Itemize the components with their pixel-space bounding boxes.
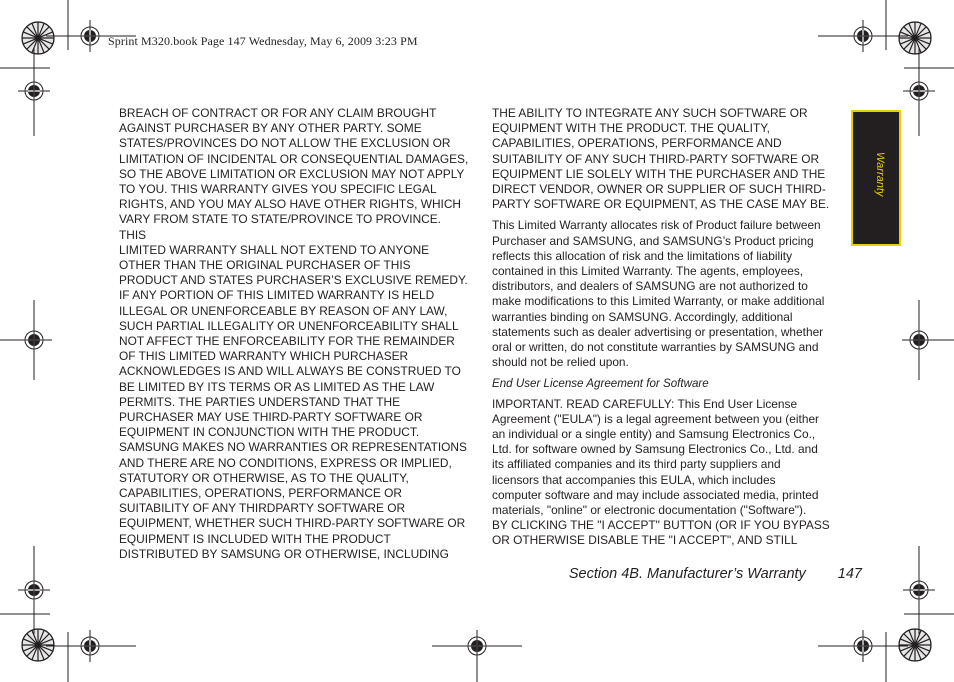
text-line: licensors that accompanies this EULA, which includes: [492, 472, 776, 487]
text-line: NOT AFFECT THE ENFORCEABILITY FOR THE REMAINDER: [119, 334, 455, 349]
text-line: OR OTHERWISE DISABLE THE "I ACCEPT", AND STILL: [492, 533, 798, 548]
text-line: EQUIPMENT LIE SOLELY WITH THE PURCHASER AND THE: [492, 166, 826, 181]
text-line: PERMITS. THE PARTIES UNDERSTAND THAT THE: [119, 394, 401, 409]
left-column: [119, 106, 471, 562]
paragraph-eula: [492, 397, 844, 549]
right-column: [492, 106, 844, 555]
text-line: IF ANY PORTION OF THIS LIMITED WARRANTY IS HELD: [119, 288, 435, 303]
text-line: make modifications to this Limited Warranty, or make additional: [492, 294, 825, 309]
text-line: AND THERE ARE NO CONDITIONS, EXPRESS OR IMPLIED,: [119, 455, 452, 470]
text-line: an individual or a single entity) and Samsung Electronics Co.,: [492, 427, 816, 442]
text-line: LIMITATION OF INCIDENTAL OR CONSEQUENTIAL DAMAGES,: [119, 151, 469, 166]
text-line: computer software and may include associated media, printed: [492, 487, 819, 502]
text-line: SO THE ABOVE LIMITATION OR EXCLUSION MAY NOT APPLY: [119, 166, 465, 181]
text-line: OTHER THAN THE ORIGINAL PURCHASER OF THIS: [119, 258, 411, 273]
text-line: contained in this Limited Warranty. The agents, employees,: [492, 264, 804, 279]
text-line: STATES/PROVINCES DO NOT ALLOW THE EXCLUSION OR: [119, 136, 451, 151]
text-line: PRODUCT AND STATES PURCHASER’S EXCLUSIVE REMEDY.: [119, 273, 468, 288]
text-line: AGAINST PURCHASER BY ANY OTHER PARTY. SOME: [119, 121, 422, 136]
text-line: This Limited Warranty allocates risk of Product failure between: [492, 218, 821, 233]
text-line: statements such as dealer advertising or presentation, whether: [492, 324, 824, 339]
text-line: reflects this allocation of risk and the limitations of liability: [492, 248, 793, 263]
section-heading: End User License Agreement for Software: [492, 377, 709, 391]
text-line: DIRECT VENDOR, OWNER OR SUPPLIER OF SUCH THIRD-: [492, 182, 826, 197]
text-line: EQUIPMENT IS INCLUDED WITH THE PRODUCT: [119, 531, 391, 546]
text-line: EQUIPMENT IN CONJUNCTION WITH THE PRODUCT.: [119, 425, 420, 440]
text-line: VARY FROM STATE TO STATE/PROVINCE TO PROVINCE. THIS: [119, 212, 441, 242]
text-line: PARTY SOFTWARE OR EQUIPMENT, AS THE CASE MAY BE.: [492, 197, 830, 212]
text-line: CAPABILITIES, OPERATIONS, PERFORMANCE OR: [119, 486, 402, 501]
text-line: Agreement ("EULA") is a legal agreement between you (either: [492, 411, 820, 426]
text-line: SUITABILITY OF ANY THIRDPARTY SOFTWARE OR: [119, 501, 406, 516]
registration-star-bottom-right: [899, 629, 931, 661]
text-line: distributors, and dealers of SAMSUNG are not authorized to: [492, 279, 808, 294]
registration-star-top-left: [22, 22, 54, 54]
text-line: CAPABILITIES, OPERATIONS, PERFORMANCE AND: [492, 136, 782, 151]
registration-star-top-right: [899, 22, 931, 54]
page-footer: [569, 566, 862, 582]
book-header: Sprint M320.book Page 147 Wednesday, May 6, 2009 3:23 PM: [108, 34, 418, 48]
text-line: THE ABILITY TO INTEGRATE ANY SUCH SOFTWARE OR: [492, 106, 808, 120]
text-line: OF THIS LIMITED WARRANTY WHICH PURCHASER: [119, 349, 409, 364]
text-line: SUITABILITY OF ANY SUCH THIRD-PARTY SOFTWARE OR: [492, 151, 820, 166]
text-line: materials, "online" or electronic documentation ("Software").: [492, 503, 807, 518]
text-line: Purchaser and SAMSUNG, and SAMSUNG’s Product pricing: [492, 233, 814, 248]
text-line: BREACH OF CONTRACT OR FOR ANY CLAIM BROUGHT: [119, 106, 437, 120]
text-line: ACKNOWLEDGES IS AND WILL ALWAYS BE CONSTRUED TO: [119, 364, 461, 379]
text-line: its affiliated companies and its third party suppliers and: [492, 457, 781, 472]
text-line: Ltd. for software owned by Samsung Electronics Co., Ltd. and: [492, 442, 818, 457]
text-line: SAMSUNG MAKES NO WARRANTIES OR REPRESENTATIONS: [119, 440, 467, 455]
text-line: STATUTORY OR OTHERWISE, AS TO THE QUALITY,: [119, 470, 409, 485]
text-line: TO YOU. THIS WARRANTY GIVES YOU SPECIFIC LEGAL: [119, 182, 437, 197]
text-line: SUCH PARTIAL ILLEGALITY OR UNENFORCEABILITY SHALL: [119, 318, 459, 333]
text-line: oral or written, do not constitute warranties by SAMSUNG and: [492, 340, 819, 355]
paragraph-third-party: [492, 106, 844, 212]
text-line: ILLEGAL OR UNENFORCEABLE BY REASON OF ANY LAW,: [119, 303, 448, 318]
section-tab: [851, 110, 901, 246]
text-line: EQUIPMENT WITH THE PRODUCT. THE QUALITY,: [492, 121, 770, 136]
footer-section-title: Section 4B. Manufacturer’s Warranty: [568, 566, 806, 582]
text-line: EQUIPMENT, WHETHER SUCH THIRD-PARTY SOFTWARE OR: [119, 516, 466, 531]
text-line: DISTRIBUTED BY SAMSUNG OR OTHERWISE, INCLUDING: [119, 546, 449, 561]
text-line: RIGHTS, AND YOU MAY ALSO HAVE OTHER RIGHTS, WHICH: [119, 197, 462, 212]
paragraph-risk-allocation: [492, 218, 844, 370]
text-line: PURCHASER MAY USE THIRD-PARTY SOFTWARE OR: [119, 410, 423, 425]
text-line: IMPORTANT. READ CAREFULLY: This End User License: [492, 396, 798, 411]
text-line: BY CLICKING THE "I ACCEPT" BUTTON (OR IF YOU BYPASS: [492, 518, 830, 533]
text-line: LIMITED WARRANTY SHALL NOT EXTEND TO ANYONE: [119, 242, 430, 257]
section-tab-label: Warranty: [874, 152, 886, 197]
text-line: BE LIMITED BY ITS TERMS OR AS LIMITED AS THE LAW: [119, 379, 435, 394]
page-number: 147: [837, 566, 862, 582]
text-line: warranties binding on SAMSUNG. Accordingly, additional: [492, 309, 793, 324]
registration-star-bottom-left: [22, 629, 54, 661]
text-line: should not be relied upon.: [492, 355, 629, 370]
